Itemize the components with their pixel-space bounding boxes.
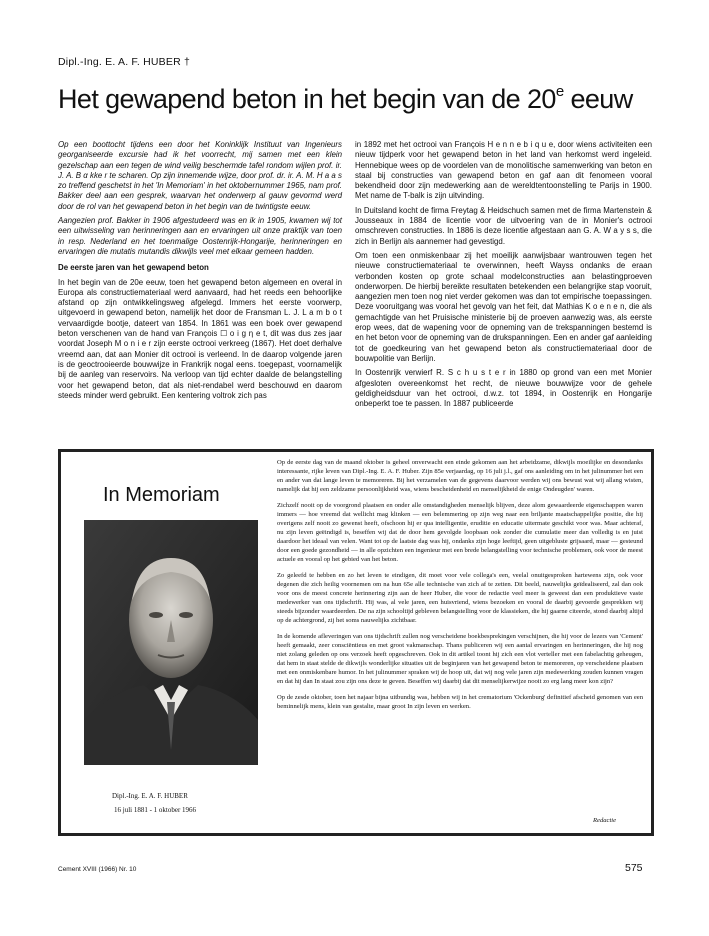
portrait-caption-name: Dipl.-Ing. E. A. F. HUBER: [112, 792, 188, 800]
memoriam-paragraph: Op de zesde oktober, toen het najaar bijna uitbundig was, hebben wij in het crematorium 'Ockenburg' definitief afscheid genomen van een beminnelijk mens, klein van gestalte, maar groot In zijn leven en werken.: [277, 694, 643, 710]
title-superscript: e: [555, 83, 564, 100]
intro-paragraph-2: Aangezien prof. Bakker in 1906 afgestudeerd was en ik in 1905, kwamen wij tot een uitwisseling van herinneringen aan en ervaringen uit onze praktijk van toen in resp. Nederland en het toenmalige Oostenrijk-Hongarije, herinneringen en ervaringen die mutatis mutandis dikwijls veel met elkaar gemeen hadden.: [58, 216, 342, 256]
memoriam-paragraph: In de komende afleveringen van ons tijdschrift zullen nog verscheidene boekbesprekingen verschijnen, die hij voor de lezers van 'Cement' heeft gemaakt, zeer consciëntieus en met groot vakmanschap. Thans publiceren wij een aantal ervaringen en herinneringen, die hij nog niet zolang geleden op ons verzoek heeft opgeschreven. Ook in dit artikel toont hij zich een vlot verteller met een fabelachtig geheugen, dat hem in staat stelde de dikwijls wonderlijke situaties uit de beginjaren van het gewapend beton te memoreren, op verscheidene plaatsen met een onmiskenbare humor. In het julinummer spraken wij de hoop uit, dat wij nog vele jaren zijn medewerking zouden kunnen vragen en dat hij dan In staat zou zijn ons deze te geven. Beseffen wij daarbij dat dit menselijkerwijze nooit zo erg lang meer kon zijn?: [277, 633, 643, 685]
memoriam-signature: Redactie: [593, 817, 617, 824]
section-heading: De eerste jaren van het gewapend beton: [58, 263, 209, 273]
body-paragraph-1: in 1892 met het octrooi van François H e n n e b i q u e, door wiens activiteiten een nieuw tijdperk voor het gewapend beton in het land van herkomst werd ingeleid. Hennebique wees op de voordelen van de monolitische samenwerking van beton en staal bij constructies van gewapend beton en gaf aan dit fenomeen vooral bekendheid door zijn medewerking aan de wereldtentoonstelling te Parijs in 1900. Met name de T-balk is zijn uitvinding.: [355, 140, 652, 201]
body-paragraph-3: Om toen een onmiskenbaar zij het moeilijk aanwijsbaar wantrouwen tegen het nieuwe constructiemateriaal te overwinnen, heeft Wayss ondanks de eraan verbonden kosten op grote schaal modelconstructies aan belastingproeven onderworpen. De hierbij bereikte resultaten betekenden een belangrijke stap vooruit, aangezien men toen nog niet verder gekomen was dan tot empirische toepassingen. Deze vooruitgang was vooral het gevolg van het feit, dat Mathias K o e n e n, die als gemachtigde van het Pruisische ministerie bij de proeven aanwezig was, als eerste erop wees, dat de wapening voor de opneming van de trekspanningen bestemd is en het beton voor de opneming van de drukspanningen. Een en ander gaf aanleiding tot de goedkeuring van het gewapend beton als constructiemateriaal door de bouwpolitie van Berlijn.: [355, 250, 652, 363]
title-end: eeuw: [563, 84, 633, 114]
portrait-svg: [84, 520, 258, 765]
portrait-photo: [84, 520, 258, 765]
article-title: [58, 84, 633, 115]
memoriam-paragraph: Op de eerste dag van de maand oktober is geheel onverwacht een einde gekomen aan het arbeidzame, dikwijls moeilijke en desondanks interessante, rijke leven van Dipl.-Ing. E. A. F. Huber. Zijn 85e verjaardag, op 16 juli j.l., gaf ons aanleiding om in het julinummer het een en ander van dat lange leven te memoreren. Bij het verzamelen van de gegevens daarvoor werden wij ons bewust wat wij allang wisten, namelijk dat hij een zeldzame persoonlijkheid was, wiens bescheidenheid en menselijkheid de enige Ondeugden' waren.: [277, 459, 643, 493]
portrait-caption-dates: 16 juli 1881 - 1 oktober 1966: [114, 806, 197, 814]
title-main: Het gewapend beton in het begin van de 20: [58, 84, 556, 114]
left-column: [58, 140, 342, 405]
journal-reference: Cement XVIII (1966) Nr. 10: [58, 866, 137, 873]
memoriam-paragraph: Zichzelf nooit op de voorgrond plaatsen en onder alle omstandigheden menselijk blijven, deze alom gewaardeerde eigenschappen waren immers — hoe vreemd dat wellicht mag klinken — een belemmering op zijn weg naar een briljante maatschappelijke positie, die hij overigens zelf nooit zo gewenst heeft, ofschoon hij er qua intelligentie, eruditie en educatie uitermate geschikt voor was. Maar achteraf, nu zijn leven geëindigd is, beseffen wij dat de door hem gevolgde loopbaan ook zonder die cumulatie meer dan volledig is en juist daardoor het ideaal van velen. Want tot op de laatste dag was hij, ondanks zijn hoge leeftijd, geen uitgebluste grijsaard, maar — gesteund door een goede gezondheid — in alle opzichten een ingenieur met een brede belangstelling voor technische problemen, ook voor de meest actuele en vooral op het gebied van het beton.: [277, 502, 643, 563]
memoriam-text: [277, 458, 643, 718]
page-number: 575: [625, 862, 643, 874]
body-paragraph-4: In Oostenrijk verwierf R. S c h u s t e r in 1880 op grond van een met Monier afgesloten overeenkomst het recht, de nieuwe bouwwijze voor de gehele geldigheidsduur van het octrooi, d.w.z. tot 1894, in Oostenrijk en Hongarije onbeperkt toe te passen. In 1887 publiceerde: [355, 368, 652, 409]
right-column: [355, 140, 652, 413]
body-paragraph: In het begin van de 20e eeuw, toen het gewapend beton algemeen en overal in Europa als constructiemateriaal werd aanvaard, had het reeds een behoorlijke afstand op zijn ontwikkelingsweg afgelegd. Immers het eerste voorwerp, uitgevoerd in gewapend beton, namelijk het door de Fransman L. J. L a m b o t vervaardigde bootje, dateert van 1854. In 1861 was een boek over gewapend beton verschenen van de hand van François ☐ o i g η e t, dit was dus zes jaar voordat Joseph M o n i e r zijn eerste octrooi verkreeg (1867). Het doet derhalve vreemd aan, dat aan Monier dit octrooi is verleend. In de daarop volgende jaren is de geoctrooieerde bouwwijze in Frankrijk nogal eens. toegepast, voornamelijk bij de aanleg van reservoirs. Na verloop van tijd echter daalde de belangstelling voor het gewapend beton, dat als niet-rendabel werd beschouwd en daarom steeds minder werd gebruikt. Een kentering voltrok zich pas: [58, 277, 342, 400]
author-line: Dipl.-Ing. E. A. F. HUBER †: [58, 56, 191, 68]
intro-paragraph: Op een boottocht tijdens een door het Koninklijk Instituut van Ingenieurs georganiseerde excursie had ik het voorrecht, mij samen met een klein gezelschap aan een tegen de wind veilig beschermde tafel rondom wijlen prof. ir. J. A. B α kke r te scharen. Op zijn innemende wijze, door prof. dr. ir. A. M. H a a s zo treffend geschetst in het 'In Memoriam' in het oktobernummer 1965, nam prof. Bakker deel aan een gesprek, waarvan het onderwerp al gauw gevormd werd door de rol van het gewapend beton in het begin van de twintigste eeuw.: [58, 140, 342, 211]
body-paragraph-2: In Duitsland kocht de firma Freytag & Heidschuch samen met de firma Martenstein & Jousseaux in 1884 de licentie voor de uitvoering van de in Monier's octrooi omschreven constructies. In 1886 is deze licentie afgestaan aan G. A. W a y s s, die zich in Berlijn als aannemer had gevestigd.: [355, 205, 652, 246]
memoriam-title: In Memoriam: [103, 484, 220, 506]
memoriam-paragraph: Zo geleefd te hebben en zo het leven te eindigen, dit moet voor vele collega's een, veelal onuitgesproken hartewens zijn, ook voor degenen die zich heilig voornemen om na hun 65e alle technische van zich af te zetten. Dit beeld, nauwelijks geïdealiseerd, zal dan ook voor ons de meest concrete herinnering zijn aan de heer Huber, die voor de redactie veel meer is geweest dan een produktieve vaste medewerker van ons tijdschrift. Hij was, al vele jaren, een huisvriend, wiens bezoeken en vooral de daarbij gevoerde gesprekken wij steeds bijzonder waardeerden. De na zijn schooltijd gebleven belangstelling voor de klassieken, die hij gaarne citeerde, stond daarbij altijd op de achtergrond, zij het soms nauwelijks zichtbaar.: [277, 572, 643, 624]
